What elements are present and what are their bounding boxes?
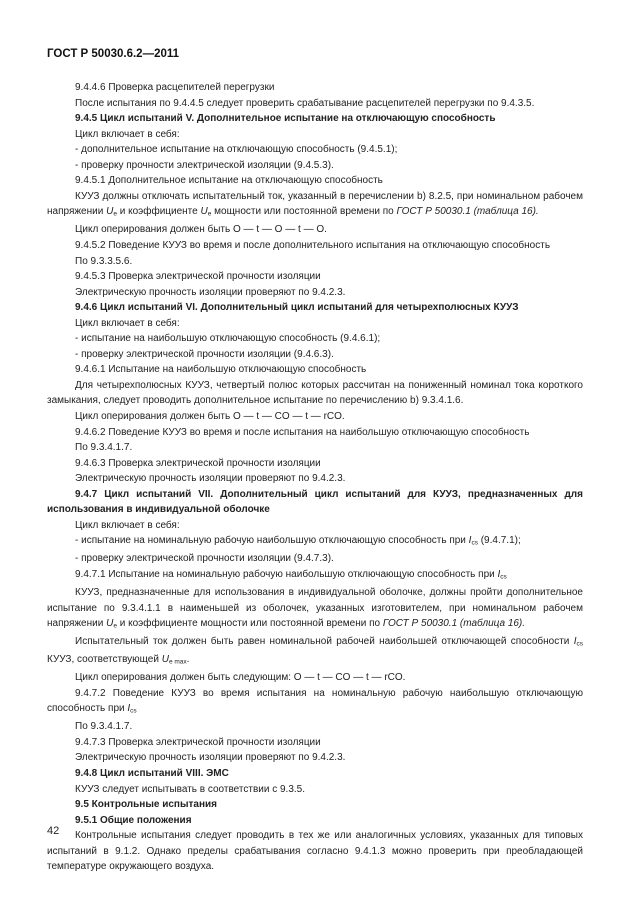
subsection-heading: 9.4.6.2 Поведение КУУЗ во время и после испытания на наибольшую отключающую способность [75,426,530,438]
section-heading: 9.4.6 Цикл испытаний VI. Дополнительный цикл испытаний для четырехполюсных КУУЗ [75,302,519,314]
paragraph: Цикл оперирования должен быть O — t — CO — t — rCO. [75,410,345,422]
section-heading: 9.5 Контрольные испытания [75,799,217,811]
paragraph: Испытательный ток должен быть равен номинальной рабочей наибольшей отключающей способности $I_{cs}$ КУУЗ, соответствующей $U_{e max}$. [47,636,583,666]
paragraph: Электрическую прочность изоляции проверяют по 9.4.2.3. [75,752,346,764]
page-number: 42 [47,825,60,837]
paragraph: По 9.3.4.1.7. [75,442,133,454]
subsection-heading: 9.4.7.3 Проверка электрической прочности изоляции [75,736,321,748]
paragraph: По 9.3.3.5.6. [75,255,133,267]
subsection-heading: 9.4.5.3 Проверка электрической прочности изоляции [75,271,321,283]
subsection-heading: 9.4.5.2 Поведение КУУЗ во время и после дополнительного испытания на отключающую способность [75,239,551,251]
paragraph: КУУЗ, предназначенные для использования в индивидуальной оболочке, должны пройти дополнительное испытание по 9.3.4.1.1 в наименьшей из оболочек, указанных изготовителем, при номинальном рабочем напряжении $U_e$ и коэффициенте мощности или постоянной времени по ГОСТ Р 50030.1 (таблица 16). [47,587,583,630]
list-item: - проверку прочности электрической изоляции (9.4.5.3). [75,159,334,171]
subsection-heading: 9.4.5.1 Дополнительное испытание на отключающую способность [75,175,383,187]
paragraph: Электрическую прочность изоляции проверяют по 9.4.2.3. [75,473,346,485]
subsection-heading: 9.4.6.1 Испытание на наибольшую отключающую способность [75,364,367,376]
paragraph: КУУЗ следует испытывать в соответствии с 9.3.5. [75,783,306,795]
document-body [47,80,583,875]
paragraph: Электрическую прочность изоляции проверяют по 9.4.2.3. [75,286,346,298]
section-heading: 9.4.8 Цикл испытаний VIII. ЭМС [75,768,229,780]
paragraph: Цикл включает в себя: [75,519,180,531]
section-heading: 9.4.7 Цикл испытаний VII. Дополнительный цикл испытаний для КУУЗ, предназначенных для использования в индивидуальной оболочке [47,488,583,516]
paragraph: Цикл включает в себя: [75,317,180,329]
subsection-heading: 9.4.7.1 Испытание на номинальную рабочую наибольшую отключающую способность при $I_{cs}$ [75,568,507,581]
paragraph: Для четырехполюсных КУУЗ, четвертый полюс которых рассчитан на пониженный номинал тока короткого замыкания, следует проводить дополнительное испытание по перечислению b) 9.3.4.1.6. [47,379,583,407]
paragraph: Цикл включает в себя: [75,128,180,140]
paragraph: Контрольные испытания следует проводить в тех же или аналогичных условиях, указанных для типовых испытаний в 9.1.2. Однако пределы срабатывания согласно 9.4.1.3 можно проверить при преобладающей температуре окружающего воздуха. [47,830,583,873]
paragraph: КУУЗ должны отключать испытательный ток, указанный в перечислении b) 8.2.5, при номинальном рабочем напряжении $U_e$ и коэффициенте $U_e$ мощности или постоянной времени по ГОСТ Р 50030.1 (таблица 16). [47,190,583,218]
paragraph: Цикл оперирования должен быть следующим: O — t — CO — t — rCO. [75,672,406,684]
paragraph: По 9.3.4.1.7. [75,721,133,733]
paragraph: После испытания по 9.4.4.5 следует проверить срабатывание расцепителей перегрузки по 9.4.3.5. [75,97,535,109]
list-item: - испытание на номинальную рабочую наибольшую отключающую способность при $I_{cs}$ (9.4.7.1); [75,535,521,547]
list-item: - проверку электрической прочности изоляции (9.4.7.3). [75,553,334,565]
subsection-heading: 9.4.6.3 Проверка электрической прочности изоляции [75,457,321,469]
section-heading: 9.5.1 Общие положения [75,814,192,826]
list-item: - испытание на наибольшую отключающую способность (9.4.6.1); [75,333,381,345]
section-heading: 9.4.5 Цикл испытаний V. Дополнительное испытание на отключающую способность [75,113,496,125]
document-header: ГОСТ Р 50030.6.2—2011 [47,48,180,60]
subsection-heading: 9.4.7.2 Поведение КУУЗ во время испытания на номинальную рабочую наибольшую отключающую способность при $I_{cs}$ [47,687,583,715]
subsection-heading: 9.4.4.6 Проверка расцепителей перегрузки [75,82,275,93]
paragraph: Цикл оперирования должен быть O — t — O — t — O. [75,224,327,236]
standard-reference: ГОСТ Р 50030.1 (таблица 16). [382,618,526,630]
list-item: - проверку электрической прочности изоляции (9.4.6.3). [75,348,334,360]
list-item: - дополнительное испытание на отключающую способность (9.4.5.1); [75,144,398,156]
standard-reference: ГОСТ Р 50030.1 (таблица 16). [396,206,539,218]
